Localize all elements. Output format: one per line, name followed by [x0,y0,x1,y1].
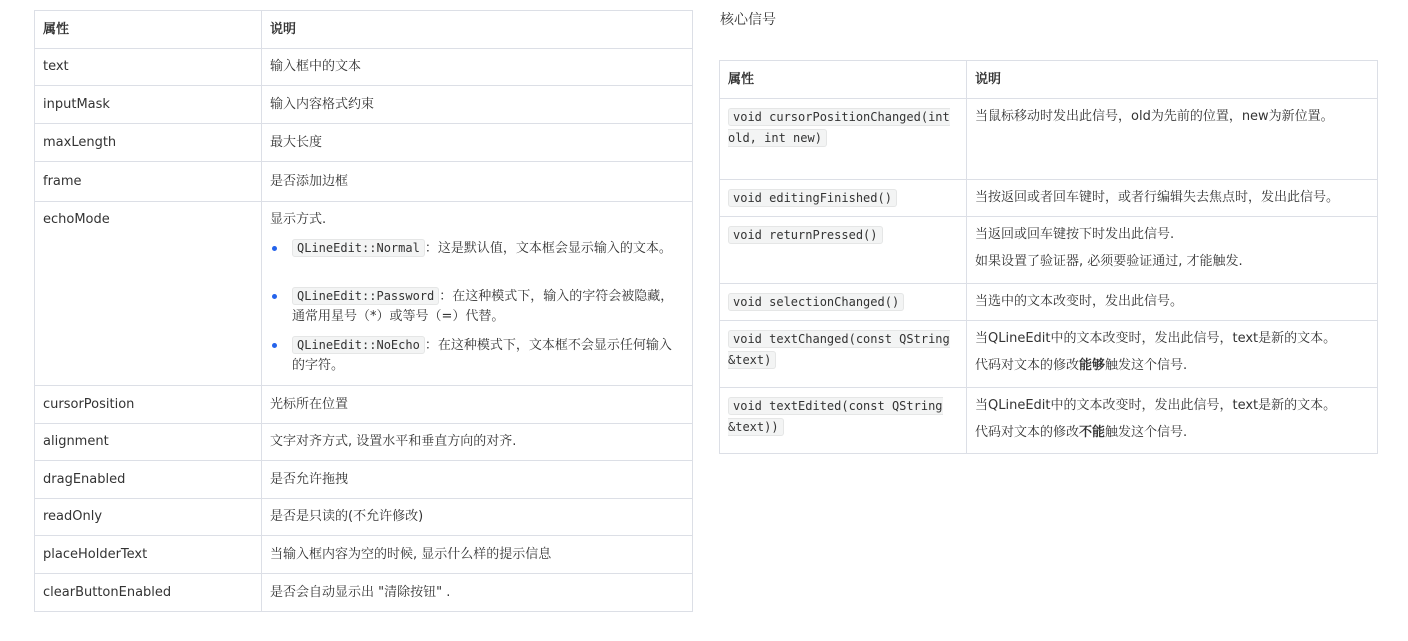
table-row [35,424,693,461]
note-text: 代码对文本的修改 [975,425,1080,440]
table-row [720,99,1378,180]
signal-desc: 当鼠标移动时发出此信号，old为先前的位置，new为新位置。 [967,99,1378,180]
table-header-row [35,11,693,49]
signal-signature [720,321,967,388]
table-row [35,386,693,424]
property-name: clearButtonEnabled [35,574,262,612]
table-row [720,217,1378,284]
signal-signature [720,217,967,284]
header-description: 说明 [262,11,693,49]
table-row [35,162,693,202]
code-inline: void editingFinished() [728,189,897,207]
header-property: 属性 [35,11,262,49]
property-name: inputMask [35,86,262,124]
code-inline: void returnPressed() [728,226,883,244]
note-text: 代码对文本的修改 [975,358,1080,373]
table-row [720,284,1378,321]
list-item [270,335,684,376]
note-text: 触发这个信号. [1105,425,1188,440]
table-row [35,461,693,499]
code-inline: QLineEdit::NoEcho [292,336,425,354]
property-desc: 是否是只读的(不允许修改) [262,499,693,536]
signal-desc-line: 当QLineEdit中的文本改变时，发出此信号，text是新的文本。 [975,331,1337,346]
list-item-text: ：在这种模式下，文本框不会显示任何输入的字符。 [292,338,672,373]
code-inline: QLineEdit::Normal [292,239,425,257]
list-item [270,238,684,259]
note-emphasis: 不能 [1079,425,1106,440]
code-inline: void cursorPositionChanged(int old, int new) [728,110,950,145]
table-row [35,49,693,86]
section-title: 核心信号 [720,12,776,28]
property-name: dragEnabled [35,461,262,499]
property-name: echoMode [35,202,262,386]
signal-signature [720,284,967,321]
code-inline: void textChanged(const QString &text) [728,332,950,367]
signal-desc [967,388,1378,454]
property-name: placeHolderText [35,536,262,574]
property-name: readOnly [35,499,262,536]
echomode-intro: 显示方式. [270,212,327,227]
signal-desc [967,217,1378,284]
property-desc: 是否会自动显示出 "清除按钮" . [262,574,693,612]
property-name: cursorPosition [35,386,262,424]
code-inline: void textEdited(const QString &text)) [728,399,943,434]
list-item-text: ：这是默认值，文本框会显示输入的文本。 [424,241,672,256]
property-desc-echomode [262,202,693,386]
list-item [270,286,684,327]
properties-table [34,10,693,612]
table-row [35,574,693,612]
table-row [720,388,1378,454]
code-inline: void selectionChanged() [728,293,904,311]
table-row [35,86,693,124]
signal-desc-note [975,356,1369,376]
table-row [720,180,1378,217]
table-row [35,202,693,386]
property-desc: 输入框中的文本 [262,49,693,86]
property-desc: 光标所在位置 [262,386,693,424]
property-name: maxLength [35,124,262,162]
note-emphasis: 能够 [1079,358,1106,373]
list-item-text: ：在这种模式下，输入的字符会被隐藏，通常用星号（*）或等号（=）代替。 [292,289,674,324]
signal-signature [720,180,967,217]
bullet-icon [272,294,277,299]
signal-desc: 当按返回或者回车键时，或者行编辑失去焦点时，发出此信号。 [967,180,1378,217]
header-property: 属性 [720,61,967,99]
property-desc: 输入内容格式约束 [262,86,693,124]
code-inline: QLineEdit::Password [292,287,439,305]
property-name: alignment [35,424,262,461]
property-desc: 最大长度 [262,124,693,162]
signal-signature [720,99,967,180]
table-row [35,499,693,536]
property-name: frame [35,162,262,202]
table-row [720,321,1378,388]
header-description: 说明 [967,61,1378,99]
property-desc: 是否允许拖拽 [262,461,693,499]
table-header-row [720,61,1378,99]
echomode-list [270,238,684,376]
note-text: 触发这个信号. [1105,358,1188,373]
signals-table [719,60,1378,454]
bullet-icon [272,343,277,348]
signal-desc: 当选中的文本改变时，发出此信号。 [967,284,1378,321]
table-row [35,124,693,162]
property-desc: 文字对齐方式, 设置水平和垂直方向的对齐. [262,424,693,461]
table-row [35,536,693,574]
signal-desc-note: 如果设置了验证器, 必须要验证通过, 才能触发. [975,254,1243,269]
signal-desc [967,321,1378,388]
signal-desc-line: 当返回或回车键按下时发出此信号. [975,227,1175,242]
signal-signature [720,388,967,454]
signal-desc-line: 当QLineEdit中的文本改变时，发出此信号，text是新的文本。 [975,398,1337,413]
property-desc: 是否添加边框 [262,162,693,202]
signal-desc-note [975,423,1369,443]
bullet-icon [272,246,277,251]
property-name: text [35,49,262,86]
property-desc: 当输入框内容为空的时候, 显示什么样的提示信息 [262,536,693,574]
